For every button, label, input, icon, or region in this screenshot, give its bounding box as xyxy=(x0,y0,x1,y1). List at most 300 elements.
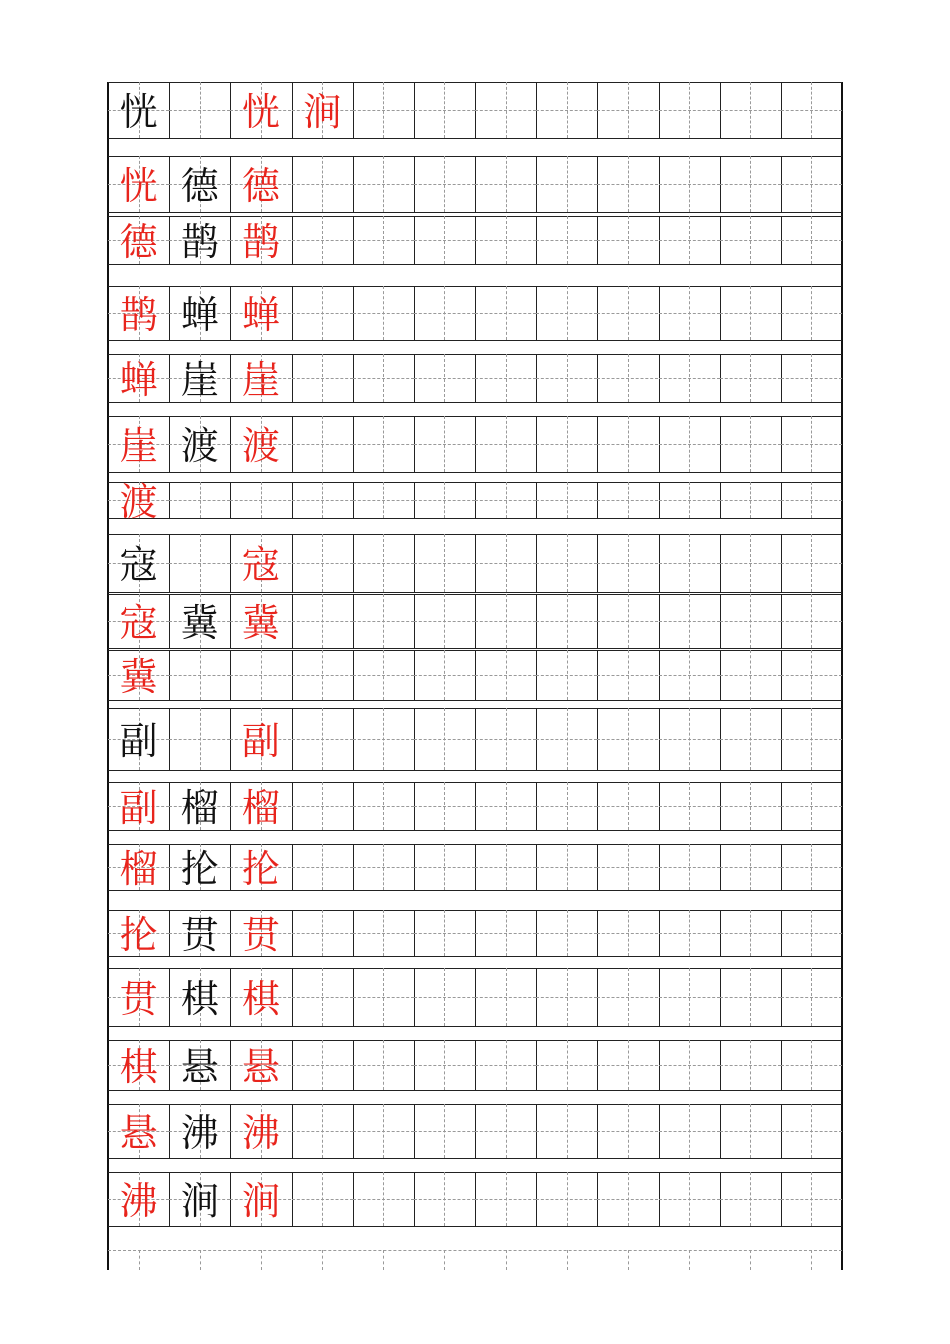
guide-line-horizontal xyxy=(597,110,658,111)
guide-line-horizontal xyxy=(720,997,781,998)
grid-cell[interactable] xyxy=(353,286,414,340)
grid-cell[interactable] xyxy=(597,1104,658,1158)
grid-cell[interactable] xyxy=(475,82,536,138)
grid-cell[interactable] xyxy=(597,708,658,770)
grid-cell[interactable] xyxy=(536,844,597,890)
grid-cell[interactable] xyxy=(536,650,597,700)
grid-cell[interactable] xyxy=(414,844,475,890)
guide-line-horizontal xyxy=(414,500,475,501)
grid-cell[interactable] xyxy=(720,1040,781,1090)
guide-line-horizontal xyxy=(475,110,536,111)
grid-cell[interactable] xyxy=(292,216,353,264)
row-bottom-border xyxy=(108,592,842,593)
grid-cell[interactable] xyxy=(597,156,658,212)
practice-row xyxy=(108,594,842,648)
practice-row xyxy=(108,416,842,472)
guide-line-horizontal xyxy=(659,313,720,314)
grid-cell[interactable] xyxy=(292,416,353,472)
grid-cell[interactable] xyxy=(659,1172,720,1226)
guide-line-horizontal xyxy=(169,500,230,501)
guide-line-horizontal xyxy=(720,110,781,111)
grid-cell[interactable] xyxy=(781,534,842,592)
grid-cell[interactable] xyxy=(414,82,475,138)
grid-cell[interactable] xyxy=(292,354,353,402)
grid-cell[interactable] xyxy=(169,354,230,402)
grid-cell[interactable] xyxy=(353,844,414,890)
grid-cell[interactable] xyxy=(169,1040,230,1090)
grid-cell[interactable] xyxy=(108,650,169,700)
grid-cell[interactable] xyxy=(597,650,658,700)
guide-line-horizontal xyxy=(292,1065,353,1066)
row-bottom-border xyxy=(108,212,842,213)
guide-line-horizontal xyxy=(597,806,658,807)
grid-cell[interactable] xyxy=(597,354,658,402)
grid-cell[interactable] xyxy=(414,1040,475,1090)
grid-cell[interactable] xyxy=(475,968,536,1026)
grid-cell[interactable] xyxy=(475,910,536,956)
grid-cell[interactable] xyxy=(108,82,169,138)
grid-cell[interactable] xyxy=(781,594,842,648)
model-character: 崖 xyxy=(241,358,280,402)
guide-line-horizontal xyxy=(536,500,597,501)
grid-cell[interactable] xyxy=(414,782,475,830)
guide-line-horizontal xyxy=(720,933,781,934)
guide-line-horizontal xyxy=(536,1199,597,1200)
guide-line-horizontal xyxy=(781,621,842,622)
grid-cell[interactable] xyxy=(659,482,720,518)
grid-cell[interactable] xyxy=(169,1104,230,1158)
grid-cell[interactable] xyxy=(536,782,597,830)
grid-cell[interactable] xyxy=(781,482,842,518)
grid-cell[interactable] xyxy=(414,1172,475,1226)
grid-cell[interactable] xyxy=(659,156,720,212)
guide-line-horizontal xyxy=(720,1065,781,1066)
grid-cell[interactable] xyxy=(292,968,353,1026)
grid-cell[interactable] xyxy=(475,534,536,592)
grid-cell[interactable] xyxy=(659,968,720,1026)
grid-cell[interactable] xyxy=(536,482,597,518)
grid-cell[interactable] xyxy=(414,354,475,402)
grid-cell[interactable] xyxy=(414,286,475,340)
guide-line-horizontal xyxy=(414,675,475,676)
grid-cell[interactable] xyxy=(353,594,414,648)
guide-line-horizontal xyxy=(720,240,781,241)
grid-cell[interactable] xyxy=(659,1040,720,1090)
grid-cell[interactable] xyxy=(108,156,169,212)
grid-cell[interactable] xyxy=(169,594,230,648)
grid-cell[interactable] xyxy=(597,82,658,138)
guide-line-horizontal xyxy=(597,933,658,934)
grid-cell[interactable] xyxy=(108,968,169,1026)
grid-cell[interactable] xyxy=(597,910,658,956)
grid-cell[interactable] xyxy=(230,782,291,830)
guide-line-horizontal xyxy=(292,739,353,740)
grid-cell[interactable] xyxy=(414,708,475,770)
grid-cell[interactable] xyxy=(475,594,536,648)
guide-line-horizontal xyxy=(353,240,414,241)
guide-line-horizontal xyxy=(475,621,536,622)
grid-cell[interactable] xyxy=(169,216,230,264)
grid-cell[interactable] xyxy=(292,910,353,956)
guide-line-horizontal xyxy=(659,867,720,868)
guide-line-horizontal xyxy=(536,675,597,676)
grid-cell[interactable] xyxy=(475,1104,536,1158)
grid-cell[interactable] xyxy=(353,156,414,212)
grid-cell[interactable] xyxy=(230,416,291,472)
grid-cell[interactable] xyxy=(169,968,230,1026)
guide-line-horizontal xyxy=(659,563,720,564)
grid-cell[interactable] xyxy=(720,910,781,956)
grid-cell[interactable] xyxy=(659,1104,720,1158)
grid-cell[interactable] xyxy=(475,354,536,402)
guide-line-horizontal xyxy=(536,240,597,241)
grid-cell[interactable] xyxy=(659,82,720,138)
grid-cell[interactable] xyxy=(353,910,414,956)
grid-cell[interactable] xyxy=(781,156,842,212)
grid-cell[interactable] xyxy=(659,910,720,956)
new-character: 抡 xyxy=(180,847,219,891)
grid-cell[interactable] xyxy=(169,286,230,340)
lead-character: 寇 xyxy=(119,543,158,587)
grid-cell[interactable] xyxy=(230,156,291,212)
guide-line-horizontal xyxy=(414,313,475,314)
grid-cell[interactable] xyxy=(536,416,597,472)
grid-cell[interactable] xyxy=(720,594,781,648)
grid-cell[interactable] xyxy=(230,968,291,1026)
grid-cell[interactable] xyxy=(292,156,353,212)
grid-cell[interactable] xyxy=(414,156,475,212)
grid-cell[interactable] xyxy=(475,844,536,890)
grid-cell[interactable] xyxy=(353,82,414,138)
grid-cell[interactable] xyxy=(659,534,720,592)
grid-cell[interactable] xyxy=(292,482,353,518)
guide-line-horizontal xyxy=(353,675,414,676)
grid-cell[interactable] xyxy=(292,82,353,138)
guide-line-horizontal xyxy=(353,997,414,998)
grid-cell[interactable] xyxy=(108,844,169,890)
grid-cell[interactable] xyxy=(720,1104,781,1158)
model-character: 德 xyxy=(241,164,280,208)
grid-cell[interactable] xyxy=(414,416,475,472)
grid-cell[interactable] xyxy=(720,286,781,340)
grid-cell[interactable] xyxy=(414,968,475,1026)
grid-cell[interactable] xyxy=(169,416,230,472)
grid-cell[interactable] xyxy=(230,708,291,770)
grid-cell[interactable] xyxy=(536,354,597,402)
guide-line-vertical xyxy=(506,1250,507,1270)
grid-cell[interactable] xyxy=(353,1104,414,1158)
grid-cell[interactable] xyxy=(781,286,842,340)
grid-cell[interactable] xyxy=(353,416,414,472)
grid-cell[interactable] xyxy=(659,286,720,340)
grid-cell[interactable] xyxy=(169,910,230,956)
grid-cell[interactable] xyxy=(414,482,475,518)
lead-character: 渡 xyxy=(119,480,158,524)
grid-cell[interactable] xyxy=(720,156,781,212)
grid-cell[interactable] xyxy=(536,1172,597,1226)
grid-cell[interactable] xyxy=(597,844,658,890)
grid-cell[interactable] xyxy=(169,650,230,700)
grid-cell[interactable] xyxy=(475,1040,536,1090)
grid-cell[interactable] xyxy=(414,216,475,264)
grid-cell[interactable] xyxy=(230,844,291,890)
grid-cell[interactable] xyxy=(108,910,169,956)
grid-cell[interactable] xyxy=(230,534,291,592)
lead-character: 鹊 xyxy=(119,293,158,337)
guide-line-horizontal xyxy=(781,739,842,740)
grid-cell[interactable] xyxy=(108,286,169,340)
guide-line-horizontal xyxy=(536,378,597,379)
grid-cell[interactable] xyxy=(536,594,597,648)
grid-cell[interactable] xyxy=(659,416,720,472)
grid-cell[interactable] xyxy=(169,156,230,212)
guide-line-horizontal xyxy=(292,563,353,564)
grid-cell[interactable] xyxy=(230,1104,291,1158)
grid-cell[interactable] xyxy=(169,782,230,830)
grid-cell[interactable] xyxy=(720,216,781,264)
grid-cell[interactable] xyxy=(353,782,414,830)
grid-cell[interactable] xyxy=(597,416,658,472)
guide-line-horizontal xyxy=(353,184,414,185)
grid-cell[interactable] xyxy=(169,1172,230,1226)
grid-cell[interactable] xyxy=(720,82,781,138)
model-character: 冀 xyxy=(241,601,280,645)
grid-cell[interactable] xyxy=(292,534,353,592)
grid-cell[interactable] xyxy=(720,968,781,1026)
grid-cell[interactable] xyxy=(292,844,353,890)
guide-line-horizontal xyxy=(414,240,475,241)
grid-cell[interactable] xyxy=(597,968,658,1026)
grid-cell[interactable] xyxy=(292,594,353,648)
grid-cell[interactable] xyxy=(353,216,414,264)
guide-line-horizontal xyxy=(720,563,781,564)
grid-cell[interactable] xyxy=(414,650,475,700)
grid-cell[interactable] xyxy=(781,216,842,264)
practice-row xyxy=(108,354,842,402)
row-bottom-border xyxy=(108,700,842,701)
grid-cell[interactable] xyxy=(108,216,169,264)
grid-cell[interactable] xyxy=(597,216,658,264)
guide-line-horizontal xyxy=(353,933,414,934)
practice-row xyxy=(108,782,842,830)
grid-cell[interactable] xyxy=(108,354,169,402)
grid-cell[interactable] xyxy=(781,354,842,402)
grid-cell[interactable] xyxy=(781,844,842,890)
model-character: 贯 xyxy=(241,913,280,957)
grid-cell[interactable] xyxy=(597,594,658,648)
grid-cell[interactable] xyxy=(353,968,414,1026)
grid-cell[interactable] xyxy=(781,650,842,700)
grid-cell[interactable] xyxy=(659,844,720,890)
grid-cell[interactable] xyxy=(353,482,414,518)
model-character: 恍 xyxy=(241,90,280,134)
grid-cell[interactable] xyxy=(414,594,475,648)
lead-character: 德 xyxy=(119,220,158,264)
guide-line-horizontal xyxy=(536,933,597,934)
grid-cell[interactable] xyxy=(597,782,658,830)
guide-line-horizontal xyxy=(414,1199,475,1200)
grid-cell[interactable] xyxy=(720,416,781,472)
grid-cell[interactable] xyxy=(292,1172,353,1226)
grid-cell[interactable] xyxy=(108,480,169,524)
practice-row xyxy=(108,1040,842,1090)
guide-line-horizontal xyxy=(414,806,475,807)
grid-cell[interactable] xyxy=(475,482,536,518)
grid-cell[interactable] xyxy=(292,782,353,830)
grid-cell[interactable] xyxy=(475,216,536,264)
grid-cell[interactable] xyxy=(720,534,781,592)
guide-line-horizontal xyxy=(414,933,475,934)
grid-cell[interactable] xyxy=(475,782,536,830)
grid-cell[interactable] xyxy=(414,1104,475,1158)
grid-cell[interactable] xyxy=(781,1040,842,1090)
grid-cell[interactable] xyxy=(659,594,720,648)
grid-cell[interactable] xyxy=(659,216,720,264)
grid-cell[interactable] xyxy=(597,1172,658,1226)
row-bottom-border xyxy=(108,472,842,473)
grid-cell[interactable] xyxy=(720,782,781,830)
grid-cell[interactable] xyxy=(536,1040,597,1090)
grid-cell[interactable] xyxy=(230,482,291,518)
grid-cell[interactable] xyxy=(108,1104,169,1158)
grid-cell[interactable] xyxy=(475,708,536,770)
grid-cell[interactable] xyxy=(230,354,291,402)
grid-cell[interactable] xyxy=(353,354,414,402)
row-bottom-border xyxy=(108,402,842,403)
guide-line-horizontal xyxy=(414,563,475,564)
guide-line-horizontal xyxy=(353,867,414,868)
grid-cell[interactable] xyxy=(230,650,291,700)
grid-cell[interactable] xyxy=(720,354,781,402)
grid-cell[interactable] xyxy=(292,650,353,700)
grid-cell[interactable] xyxy=(169,534,230,592)
grid-cell[interactable] xyxy=(230,594,291,648)
grid-cell[interactable] xyxy=(475,650,536,700)
guide-line-horizontal xyxy=(353,378,414,379)
guide-line-horizontal xyxy=(659,621,720,622)
grid-cell[interactable] xyxy=(414,910,475,956)
guide-line-horizontal xyxy=(659,444,720,445)
guide-line-horizontal xyxy=(169,563,230,564)
grid-cell[interactable] xyxy=(353,1172,414,1226)
guide-line-horizontal xyxy=(659,240,720,241)
grid-cell[interactable] xyxy=(475,286,536,340)
grid-cell[interactable] xyxy=(720,1172,781,1226)
grid-cell[interactable] xyxy=(781,708,842,770)
grid-cell[interactable] xyxy=(781,1104,842,1158)
guide-line-horizontal xyxy=(475,378,536,379)
grid-cell[interactable] xyxy=(720,650,781,700)
grid-cell[interactable] xyxy=(781,1172,842,1226)
grid-cell[interactable] xyxy=(353,534,414,592)
guide-line-vertical xyxy=(383,1250,384,1270)
grid-cell[interactable] xyxy=(169,844,230,890)
grid-cell[interactable] xyxy=(536,286,597,340)
grid-cell[interactable] xyxy=(292,708,353,770)
guide-line-vertical xyxy=(444,1250,445,1270)
guide-line-vertical xyxy=(261,1250,262,1270)
grid-cell[interactable] xyxy=(230,1040,291,1090)
guide-line-horizontal xyxy=(597,997,658,998)
grid-cell[interactable] xyxy=(720,482,781,518)
grid-cell[interactable] xyxy=(353,650,414,700)
grid-cell[interactable] xyxy=(108,416,169,472)
grid-cell[interactable] xyxy=(597,286,658,340)
grid-cell[interactable] xyxy=(720,708,781,770)
grid-cell[interactable] xyxy=(536,708,597,770)
grid-cell[interactable] xyxy=(169,82,230,138)
grid-cell[interactable] xyxy=(536,968,597,1026)
guide-line-horizontal xyxy=(597,675,658,676)
grid-cell[interactable] xyxy=(292,286,353,340)
grid-cell[interactable] xyxy=(781,968,842,1026)
grid-cell[interactable] xyxy=(659,354,720,402)
grid-cell[interactable] xyxy=(292,1104,353,1158)
grid-cell[interactable] xyxy=(414,534,475,592)
grid-cell[interactable] xyxy=(230,216,291,264)
guide-line-horizontal xyxy=(475,867,536,868)
grid-cell[interactable] xyxy=(536,216,597,264)
grid-cell[interactable] xyxy=(108,708,169,770)
grid-cell[interactable] xyxy=(536,910,597,956)
grid-cell[interactable] xyxy=(108,1172,169,1226)
grid-cell[interactable] xyxy=(659,708,720,770)
grid-cell[interactable] xyxy=(353,708,414,770)
grid-cell[interactable] xyxy=(108,1040,169,1090)
guide-line-horizontal xyxy=(230,500,291,501)
grid-cell[interactable] xyxy=(536,82,597,138)
grid-cell[interactable] xyxy=(720,844,781,890)
grid-cell[interactable] xyxy=(292,1040,353,1090)
grid-cell[interactable] xyxy=(475,1172,536,1226)
grid-cell[interactable] xyxy=(108,534,169,592)
grid-cell[interactable] xyxy=(597,1040,658,1090)
grid-cell[interactable] xyxy=(536,534,597,592)
practice-row xyxy=(108,82,842,138)
guide-line-horizontal xyxy=(475,997,536,998)
grid-cell[interactable] xyxy=(353,1040,414,1090)
guide-line-horizontal xyxy=(414,997,475,998)
guide-line-horizontal xyxy=(659,110,720,111)
grid-cell[interactable] xyxy=(597,534,658,592)
grid-cell[interactable] xyxy=(169,708,230,770)
grid-cell[interactable] xyxy=(597,482,658,518)
grid-cell[interactable] xyxy=(230,910,291,956)
grid-cell[interactable] xyxy=(781,82,842,138)
grid-cell[interactable] xyxy=(230,82,291,138)
grid-cell[interactable] xyxy=(781,782,842,830)
grid-cell[interactable] xyxy=(475,156,536,212)
grid-cell[interactable] xyxy=(659,782,720,830)
new-character: 德 xyxy=(180,164,219,208)
grid-cell[interactable] xyxy=(108,782,169,830)
guide-line-horizontal xyxy=(597,313,658,314)
guide-line-horizontal xyxy=(659,806,720,807)
grid-cell[interactable] xyxy=(475,416,536,472)
model-character: 涧 xyxy=(303,90,342,134)
grid-cell[interactable] xyxy=(230,1172,291,1226)
grid-cell[interactable] xyxy=(781,416,842,472)
practice-row xyxy=(108,708,842,770)
grid-cell[interactable] xyxy=(108,594,169,648)
grid-cell[interactable] xyxy=(169,482,230,518)
grid-cell[interactable] xyxy=(230,286,291,340)
guide-line-horizontal xyxy=(414,1065,475,1066)
grid-cell[interactable] xyxy=(536,156,597,212)
grid-cell[interactable] xyxy=(781,910,842,956)
grid-cell[interactable] xyxy=(536,1104,597,1158)
grid-cell[interactable] xyxy=(659,650,720,700)
